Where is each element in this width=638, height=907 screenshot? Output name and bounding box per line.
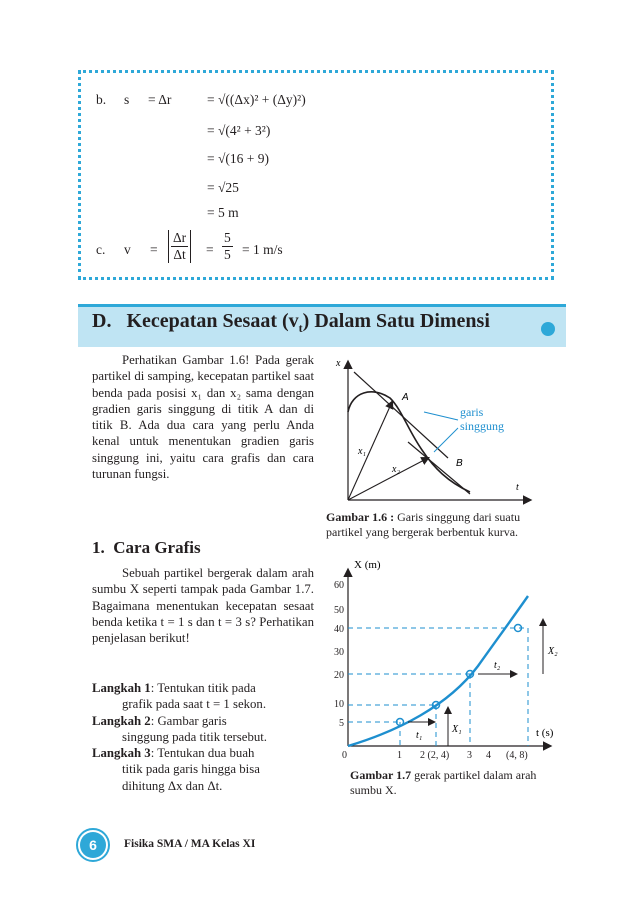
fig17-ytick-60: 60	[334, 580, 344, 591]
fig17-ytick-50: 50	[334, 605, 344, 616]
fig16-curve	[348, 392, 470, 492]
fig16-label-b: B	[456, 458, 463, 469]
steps-list	[92, 680, 316, 794]
subsection-title-text: Cara Grafis	[113, 538, 201, 557]
step-1-cont: grafik pada saat t = 1 sekon.	[122, 697, 267, 712]
step-3-text: : Tentukan dua buah	[150, 746, 255, 761]
fig17-xtick-2: 2 (2, 4)	[420, 750, 450, 761]
section-title-post: ) Dalam Satu Dimensi	[302, 310, 490, 332]
fig17-xtick-5: (4, 8)	[506, 750, 528, 761]
step-2-text: : Gambar garis	[150, 713, 227, 728]
eq-b-line3: = √(16 + 9)	[207, 151, 270, 166]
eq-c-abs-fraction	[168, 230, 191, 263]
subsection-number: 1.	[92, 538, 105, 557]
eq-c-equals-2: =	[206, 242, 214, 257]
figure-1-6	[330, 350, 545, 510]
fig16-label-singgung: singgung	[460, 419, 505, 433]
step-1-text: : Tentukan titik pada	[150, 681, 256, 695]
fig17-curve	[348, 596, 528, 746]
grafis-paragraph: Sebuah partikel bergerak dalam arah sumbu X seperti tampak pada Gambar 1.7. Bagaimana menentukan kecepatan sesaat benda ketika t = 1 s dan t = 3 s? Perhatikan penjelasan berikut!	[92, 566, 314, 646]
section-title	[92, 310, 490, 336]
fig17-ytick-40: 40	[334, 624, 344, 635]
eq-c-lhs: v	[124, 242, 131, 257]
intro-paragraph: Perhatikan Gambar 1.6! Pada gerak partikel di samping, kecepatan partikel saat benda pada posisi x₁ dan x₂ sama dengan gradien garis singgung di titik A dan di titik B. Ada dua cara yang perlu Anda kenal untuk menentukan gradien garis singgung ini, yaitu cara grafis dan cara turunan fungsi.	[92, 353, 314, 482]
eq-b-line4: = √25	[207, 180, 239, 195]
fig17-guides	[348, 628, 528, 746]
fig16-caption-bold: Gambar 1.6 :	[326, 510, 395, 524]
eq-b-line1: = √((Δx)² + (Δy)²)	[207, 92, 306, 107]
eq-c-frac-num: Δr	[173, 230, 187, 245]
fig16-tangent-a	[354, 372, 448, 458]
fig16-label-t: t	[516, 482, 519, 493]
fig16-vector-x2	[348, 458, 428, 500]
fig17-ytick-20: 20	[334, 670, 344, 681]
footer-book-title: Fisika SMA / MA Kelas XI	[124, 838, 256, 850]
section-title-sub: t	[298, 321, 303, 335]
section-letter: D.	[92, 310, 112, 332]
fig16-label-garis: garis	[460, 405, 484, 419]
fig16-pointer-a	[424, 412, 458, 420]
fig16-vector-x1	[348, 402, 392, 500]
eq-b-lhs: s	[124, 92, 130, 107]
fig17-xtick-3: 3	[467, 750, 472, 761]
step-3	[92, 745, 316, 761]
fig17-ytick-10: 10	[334, 699, 344, 710]
fig17-xtick-4: 4	[486, 750, 491, 761]
fig16-label-a: A	[402, 392, 409, 403]
fig17-caption-bold: Gambar 1.7	[350, 768, 412, 782]
fig16-caption-rest: Garis singgung dari suatu partikel yang bergerak berbentuk kurva.	[326, 510, 521, 539]
fig17-label-t2: t₂	[494, 660, 501, 671]
fig17-label-t1: t₁	[416, 730, 423, 741]
step-2-label: Langkah 2	[92, 713, 151, 728]
step-3-cont: titik pada garis hingga bisa	[122, 762, 260, 777]
fig16-pointer-b	[434, 428, 458, 452]
eq-c-den: 5	[224, 247, 231, 262]
eq-b-line5: = 5 m	[207, 205, 239, 220]
eq-c-label: c.	[96, 242, 106, 257]
fig17-x-label: t (s)	[536, 727, 554, 739]
fig17-ytick-5: 5	[339, 718, 344, 729]
fig17-xtick-0: 0	[342, 750, 347, 761]
fig17-xtick-1: 1	[397, 750, 402, 761]
section-title-pre: Kecepatan Sesaat (v	[126, 310, 299, 332]
fig17-label-x1: X₁	[452, 724, 462, 735]
figure-1-7	[318, 556, 568, 766]
subsection-title	[92, 538, 201, 558]
fig16-caption	[326, 510, 552, 540]
step-1	[92, 680, 316, 696]
step-3-label: Langkah 3	[92, 746, 151, 761]
fig17-label-x2: X₂	[548, 646, 558, 657]
step-2	[92, 713, 316, 729]
fig16-label-x: x	[336, 358, 341, 369]
eq-b-line2: = √(4² + 3²)	[207, 123, 271, 138]
fig17-ytick-30: 30	[334, 647, 344, 658]
fig16-label-x2: x₂	[392, 464, 400, 475]
eq-c-frac-den: Δt	[173, 247, 186, 262]
fig16-label-x1: x₁	[358, 446, 366, 457]
section-header-dot	[541, 322, 555, 336]
step-3-cont2: dihitung Δx dan Δt.	[122, 778, 223, 793]
step-1-label: Langkah 1	[92, 681, 151, 695]
eq-c-num: 5	[224, 230, 231, 245]
fig17-caption	[350, 768, 560, 798]
eq-c-fraction	[222, 230, 233, 263]
step-2-cont: singgung pada titik tersebut.	[122, 729, 268, 744]
eq-c-result: = 1 m/s	[242, 242, 283, 257]
fig17-y-label: X (m)	[354, 559, 381, 571]
footer-page-number: 6	[80, 832, 106, 858]
fig17-caption-rest: gerak partikel dalam arah sumbu X.	[350, 768, 537, 797]
eq-c-equals: =	[150, 242, 158, 257]
eq-b-delta-r: = Δr	[148, 92, 172, 107]
eq-b-label: b.	[96, 92, 107, 107]
